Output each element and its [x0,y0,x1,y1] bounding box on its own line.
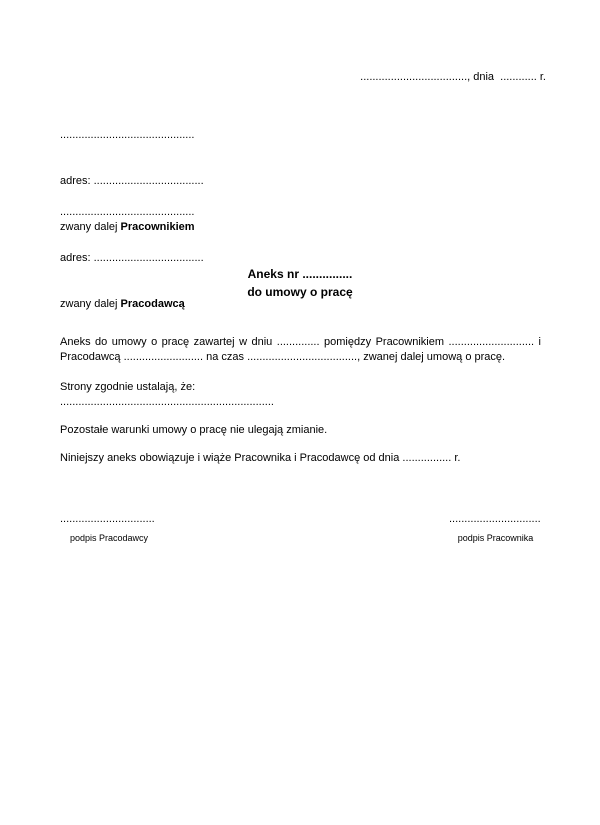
agreement-paragraph-line-1: Aneks do umowy o pracę zawartej w dniu .............. pomiędzy Pracownikiem ............................ i [60,336,541,348]
party-employer-block [60,174,204,343]
clause-block [60,380,541,410]
employer-signature-fill-line: ............................... [60,513,155,525]
agreement-paragraph-line-2: Pracodawcą .......................... na czas ...................................., zwanej dalej umową o pracę. [60,351,506,364]
employer-signature-block [60,512,158,544]
employer-signature-label: podpis Pracodawcy [69,533,149,543]
title-line-contract: do umowy o pracę [247,284,353,299]
unchanged-terms-line: Pozostałe warunki umowy o pracę nie ulegają zmianie. [60,424,328,436]
employee-signature-label: podpis Pracownika [457,533,534,543]
employer-designation-term: Pracodawcą [120,298,185,311]
employee-designation-prefix: zwany dalej [60,221,121,234]
employee-name-fill-line: ............................................ [60,128,195,141]
employer-name-fill-line: ............................................ [60,205,195,218]
employee-signature-block [449,512,542,544]
document-title [0,266,600,301]
employee-address-fill-line: adres: .................................... [60,175,204,188]
clause-intro-line: Strony zgodnie ustalają, że: [60,381,196,393]
employer-address-fill-line: adres: .................................... [60,252,204,265]
employer-designation-prefix: zwany dalej [60,298,121,311]
effective-date-line: Niniejszy aneks obowiązuje i wiąże Pracownika i Pracodawcę od dnia ................ r. [60,452,461,464]
clause-fill-line: ...................................................................... [60,396,274,409]
employee-signature-fill-line: .............................. [449,513,541,525]
employee-designation-term: Pracownikiem [120,221,195,234]
date-place-line: ..................................., dnia ............ r. [360,71,546,83]
title-line-annex-number: Aneks nr ............... [247,267,353,281]
agreement-paragraph [60,335,541,365]
